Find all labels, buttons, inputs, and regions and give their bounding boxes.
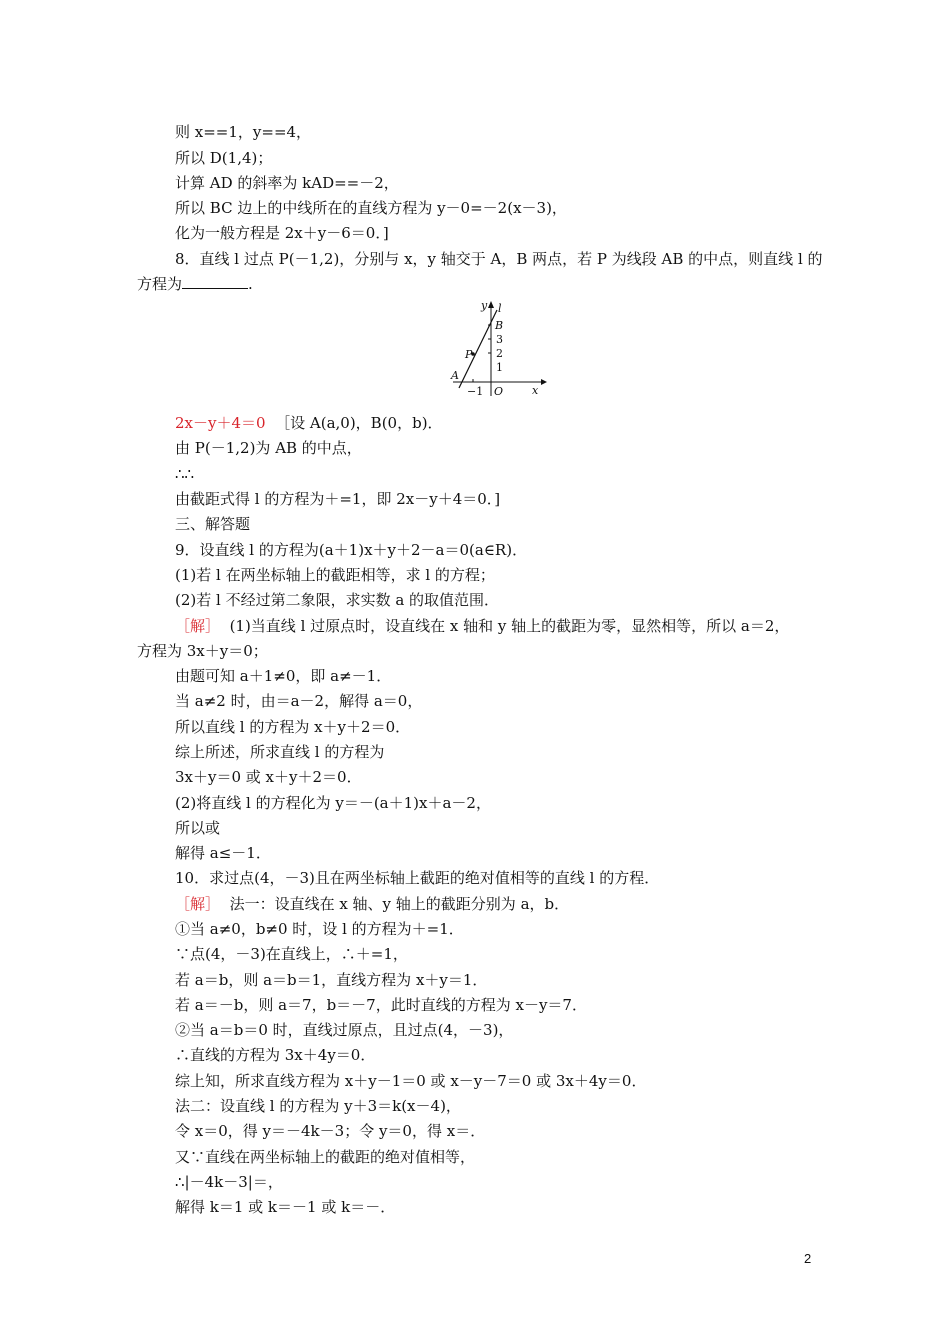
answer-blank xyxy=(182,274,248,289)
text-line: 法二：设直线 l 的方程为 y＋3＝k(x－4)， xyxy=(175,1097,461,1115)
tick-label-3: 3 xyxy=(496,333,503,346)
question-9: 9．设直线 l 的方程为(a＋1)x＋y＋2－a＝0(a∈R)． xyxy=(175,541,528,559)
text-line: ∴|－4k－3|＝， xyxy=(175,1173,283,1191)
text-line: (2)若 l 不经过第二象限，求实数 a 的取值范围． xyxy=(175,591,500,609)
text-line: ①当 a≠0，b≠0 时，设 l 的方程为＋=1． xyxy=(175,920,464,938)
text-line: 又∵直线在两坐标轴上的截距的绝对值相等， xyxy=(175,1148,476,1166)
text-line: (1)若 l 在两坐标轴上的截距相等，求 l 的方程； xyxy=(175,566,495,584)
answer-line xyxy=(175,413,443,433)
section-heading: 三、解答题 xyxy=(175,515,251,533)
text-line: 所以 BC 边上的中线所在的直线方程为 y－0=－2(x－3)， xyxy=(175,199,567,217)
text-line: 则 x==1，y==4， xyxy=(175,123,312,141)
question-10: 10．求过点(4，－3)且在两坐标轴上截距的绝对值相等的直线 l 的方程． xyxy=(175,869,660,887)
text-line: (2)将直线 l 的方程化为 y＝－(a＋1)x＋a－2， xyxy=(175,794,491,812)
text-line: 计算 AD 的斜率为 kAD==－2， xyxy=(175,174,399,192)
tick-label-1: 1 xyxy=(496,361,503,374)
question-8-continued: 方程为 . xyxy=(137,275,253,293)
solution-line xyxy=(175,616,789,636)
text-line: 解得 a≤－1． xyxy=(175,844,271,862)
text-line: ∴∴ xyxy=(175,465,195,483)
point-a-label: A xyxy=(451,369,459,382)
text-line: 所以 D(1,4)； xyxy=(175,149,273,167)
tick-label-neg1: −1 xyxy=(467,385,484,398)
text-line: 若 a＝b，则 a＝b＝1，直线方程为 x＋y＝1． xyxy=(175,971,488,989)
text-line: 由截距式得 l 的方程为＋=1，即 2x－y＋4＝0．] xyxy=(175,490,501,508)
line-l-label: l xyxy=(498,302,502,315)
text-line: 综上知，所求直线方程为 x＋y－1＝0 或 x－y－7＝0 或 3x＋4y＝0． xyxy=(175,1072,647,1090)
text-line: 化为一般方程是 2x＋y－6＝0．] xyxy=(175,224,389,242)
question-8: 8．直线 l 过点 P(－1,2)，分别与 x，y 轴交于 A，B 两点，若 P 为线段 AB 的中点，则直线 l 的 xyxy=(175,250,823,268)
text-line: ②当 a＝b＝0 时，直线过原点，且过点(4，－3)， xyxy=(175,1021,514,1039)
text-line: 3x＋y＝0 或 x＋y＋2＝0． xyxy=(175,768,362,786)
text-line: 解得 k＝1 或 k＝－1 或 k＝－． xyxy=(175,1198,396,1216)
tick-label-2: 2 xyxy=(496,347,503,360)
point-p-label: P xyxy=(465,348,473,361)
text-line: 由题可知 a＋1≠0，即 a≠－1． xyxy=(175,667,392,685)
solution-text: ［设 A(a,0)，B(0，b)． xyxy=(275,414,443,432)
text-line: 所以直线 l 的方程为 x＋y＋2＝0． xyxy=(175,718,411,736)
solution-tag: ［解］ xyxy=(175,617,221,635)
y-axis-label: y xyxy=(481,299,488,312)
solution-text: (1)当直线 l 过原点时，设直线在 x 轴和 y 轴上的截距为零，显然相等，所以 a＝2， xyxy=(229,617,790,635)
text-line: 方程为 3x＋y＝0； xyxy=(137,642,268,660)
point-b-label: B xyxy=(495,319,504,332)
line-figure xyxy=(445,296,555,402)
answer-text: 2x－y＋4＝0 xyxy=(175,414,266,432)
page-number: 2 xyxy=(804,1251,812,1266)
text-line: 所以或 xyxy=(175,819,221,837)
text-line: 当 a≠2 时，由＝a－2，解得 a＝0， xyxy=(175,692,423,710)
solution-tag: ［解］ xyxy=(175,895,221,913)
text-line: 若 a＝－b，则 a＝7，b＝－7，此时直线的方程为 x－y＝7． xyxy=(175,996,587,1014)
text-line: 令 x＝0，得 y＝－4k－3；令 y＝0，得 x＝． xyxy=(175,1122,486,1140)
text-line: ∵点(4，－3)在直线上，∴＋=1， xyxy=(175,945,408,963)
text-line: 综上所述，所求直线 l 的方程为 xyxy=(175,743,385,761)
text-line: 由 P(－1,2)为 AB 的中点， xyxy=(175,439,362,457)
origin-label: O xyxy=(494,385,504,398)
x-axis-label: x xyxy=(532,384,539,397)
question-8-prompt: 方程为 xyxy=(137,275,183,293)
text-line: ∴直线的方程为 3x＋4y＝0． xyxy=(175,1046,376,1064)
solution-text: 法一：设直线在 x 轴、y 轴上的截距分别为 a，b． xyxy=(229,895,570,913)
solution-line xyxy=(175,894,569,914)
